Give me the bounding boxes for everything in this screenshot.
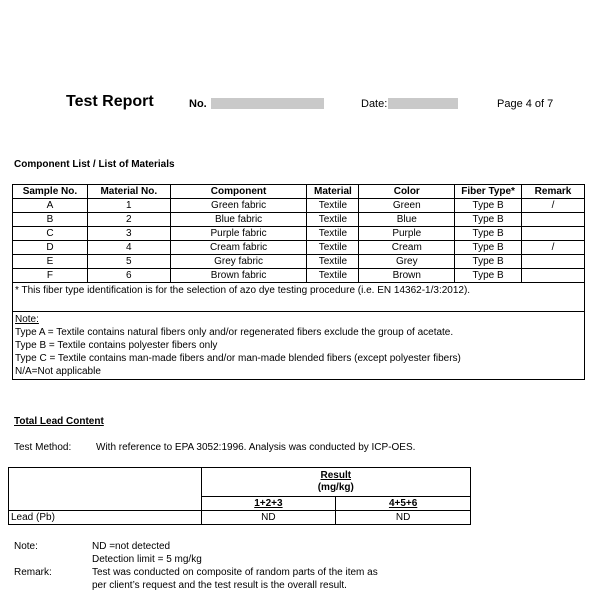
notes-heading: Note: — [15, 314, 39, 325]
col-header: Material — [307, 185, 359, 199]
test-method — [14, 442, 415, 453]
result-label: Result — [320, 470, 352, 481]
cell: Grey fabric — [170, 255, 307, 269]
cell: Textile — [307, 241, 359, 255]
result-value: ND — [201, 511, 336, 525]
lead-section-title: Total Lead Content — [14, 416, 104, 427]
lead-result-table — [8, 467, 471, 525]
col-header: Color — [359, 185, 455, 199]
cell: 2 — [87, 213, 170, 227]
cell: Purple — [359, 227, 455, 241]
table-row — [13, 213, 585, 227]
redacted-date — [388, 98, 458, 109]
note-na: N/A=Not applicable — [15, 366, 101, 377]
cell: Grey — [359, 255, 455, 269]
table-row — [13, 227, 585, 241]
cell: Green fabric — [170, 199, 307, 213]
remark-line-2: per client’s request and the test result is the overall result. — [92, 580, 347, 591]
cell: Type B — [455, 227, 522, 241]
cell — [522, 227, 585, 241]
test-method-text: With reference to EPA 3052:1996. Analysis was conducted by ICP-OES. — [96, 442, 416, 453]
report-number-label: No. — [189, 98, 207, 110]
cell: C — [13, 227, 88, 241]
date-label: Date: — [361, 98, 388, 110]
analyte-label: Lead (Pb) — [9, 511, 202, 525]
cell: 1 — [87, 199, 170, 213]
materials-section-title: Component List / List of Materials — [14, 159, 175, 170]
fiber-type-notes — [13, 312, 585, 380]
cell: F — [13, 269, 88, 283]
table-row — [13, 199, 585, 213]
remark-label: Remark: — [14, 567, 52, 578]
cell: 3 — [87, 227, 170, 241]
cell: Green — [359, 199, 455, 213]
note-type-a: Type A = Textile contains natural fibers only and/or regenerated fibers exclude the group of acetate. — [15, 327, 454, 338]
cell: Textile — [307, 199, 359, 213]
note-type-b: Type B = Textile contains polyester fibers only — [15, 340, 218, 351]
cell: B — [13, 213, 88, 227]
cell: E — [13, 255, 88, 269]
table-row — [13, 241, 585, 255]
cell: D — [13, 241, 88, 255]
cell: Textile — [307, 213, 359, 227]
note-type-c: Type C = Textile contains man-made fibers and/or man-made blended fibers (except polyester fibers) — [15, 353, 461, 364]
cell: 5 — [87, 255, 170, 269]
result-header — [201, 468, 470, 497]
notes-row — [13, 312, 585, 380]
remark-line-1: Test was conducted on composite of random parts of the item as — [92, 567, 378, 578]
cell: / — [522, 241, 585, 255]
cell: 4 — [87, 241, 170, 255]
lead-note-line-1: ND =not detected — [92, 541, 171, 552]
test-method-label: Test Method: — [14, 442, 72, 453]
lead-note-line-2: Detection limit = 5 mg/kg — [92, 554, 202, 565]
composite-2-header: 4+5+6 — [336, 497, 471, 511]
col-header: Remark — [522, 185, 585, 199]
cell — [522, 213, 585, 227]
table-row — [13, 269, 585, 283]
page-number: Page 4 of 7 — [497, 98, 554, 110]
cell: Brown fabric — [170, 269, 307, 283]
cell: Textile — [307, 227, 359, 241]
cell: Cream — [359, 241, 455, 255]
redacted-report-number — [211, 98, 324, 109]
cell: 6 — [87, 269, 170, 283]
cell: Textile — [307, 269, 359, 283]
cell: Textile — [307, 255, 359, 269]
cell — [522, 269, 585, 283]
col-header: Material No. — [87, 185, 170, 199]
lead-note-label: Note: — [14, 541, 38, 552]
col-header: Component — [170, 185, 307, 199]
cell: Type B — [455, 241, 522, 255]
cell — [522, 255, 585, 269]
result-value: ND — [336, 511, 471, 525]
cell: Type B — [455, 269, 522, 283]
cell: Cream fabric — [170, 241, 307, 255]
table-row — [9, 511, 471, 525]
cell: A — [13, 199, 88, 213]
lead-result-header-row — [9, 468, 471, 497]
report-title: Test Report — [66, 93, 154, 110]
blank-header-cell — [9, 468, 202, 511]
materials-header-row — [13, 185, 585, 199]
cell: Brown — [359, 269, 455, 283]
table-row — [13, 255, 585, 269]
footnote-row — [13, 283, 585, 312]
cell: Type B — [455, 255, 522, 269]
cell: Blue — [359, 213, 455, 227]
cell: Type B — [455, 213, 522, 227]
col-header: Sample No. — [13, 185, 88, 199]
composite-1-header: 1+2+3 — [201, 497, 336, 511]
fiber-type-footnote: * This fiber type identification is for the selection of azo dye testing procedure (i.e. EN 14362-1/3:2012). — [13, 283, 585, 312]
cell: Blue fabric — [170, 213, 307, 227]
materials-table — [12, 184, 585, 380]
cell: / — [522, 199, 585, 213]
unit-label: (mg/kg) — [317, 482, 354, 493]
col-header: Fiber Type* — [455, 185, 522, 199]
cell: Purple fabric — [170, 227, 307, 241]
cell: Type B — [455, 199, 522, 213]
